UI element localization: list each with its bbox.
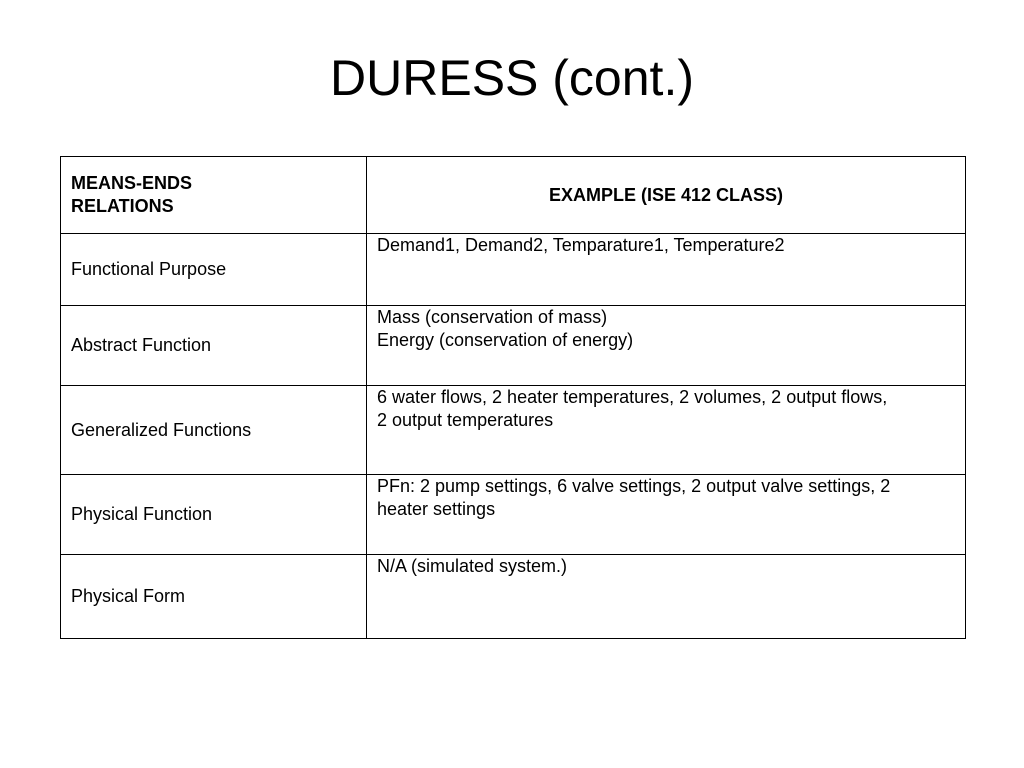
row-value — [367, 306, 966, 386]
table-row — [61, 555, 966, 639]
row-value-line: PFn: 2 pump settings, 6 valve settings, 2 output valve settings, 2 — [377, 476, 891, 496]
row-label: Physical Form — [61, 555, 367, 639]
table-row — [61, 386, 966, 475]
row-label: Abstract Function — [61, 306, 367, 386]
table-row — [61, 306, 966, 386]
row-label: Functional Purpose — [61, 234, 367, 306]
header-means-ends-relations — [61, 157, 367, 234]
row-value — [367, 234, 966, 306]
row-value — [367, 475, 966, 555]
row-value-line: heater settings — [377, 499, 496, 519]
table-row — [61, 234, 966, 306]
header-left-line-1: MEANS-ENDS — [71, 173, 193, 193]
means-ends-table — [60, 156, 966, 639]
header-example: EXAMPLE (ISE 412 CLASS) — [367, 157, 966, 234]
row-label: Physical Function — [61, 475, 367, 555]
header-left-line-2: RELATIONS — [71, 196, 174, 216]
slide-title: DURESS (cont.) — [330, 50, 694, 106]
row-value — [367, 386, 966, 475]
row-value-line: 2 output temperatures — [377, 410, 554, 430]
row-value-line: Energy (conservation of energy) — [377, 330, 634, 350]
row-value-line: N/A (simulated system.) — [377, 556, 568, 576]
row-value-line: Demand1, Demand2, Temparature1, Temperature2 — [377, 235, 785, 255]
table-row — [61, 475, 966, 555]
row-value-line: Mass (conservation of mass) — [377, 307, 608, 327]
table-header-row — [61, 157, 966, 234]
row-value-line: 6 water flows, 2 heater temperatures, 2 volumes, 2 output flows, — [377, 387, 888, 407]
row-label: Generalized Functions — [61, 386, 367, 475]
row-value — [367, 555, 966, 639]
